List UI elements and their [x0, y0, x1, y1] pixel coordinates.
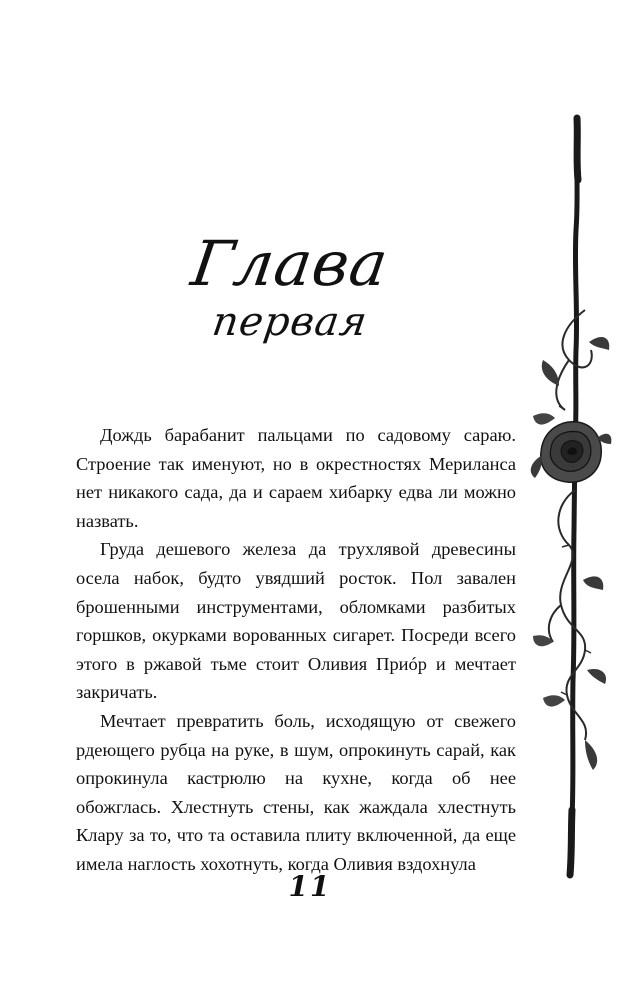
rose-flower — [531, 422, 612, 483]
paragraph-1: Дождь барабанит пальцами по садовому сараю. Строение так именуют, но в окрестностях Мериланса нет никакого сада, да и сараем хибарку едва ли можно назвать. — [76, 425, 516, 531]
chapter-body-text — [76, 421, 516, 879]
leaf — [587, 669, 606, 684]
leaf — [583, 576, 603, 590]
page-number: 11 — [288, 870, 332, 903]
leaf — [585, 740, 597, 770]
chapter-heading — [180, 228, 400, 346]
rose-vine-ornament-icon — [525, 110, 619, 880]
chapter-number-word: первая — [209, 299, 371, 345]
leaf — [533, 413, 555, 424]
leaf — [589, 337, 609, 350]
leaf — [543, 695, 565, 706]
vine-stem-stroke — [570, 118, 577, 875]
paragraph-3: Мечтает превратить боль, исходящую от свежего рдеющего рубца на руке, в шум, опрокинуть сарай, как опрокинула кастрюлю на кухне, когда об нее обожглась. Хлестнуть стены, как жаждала хлестнуть Клару за то, что та оставила плиту включенной, да еще имела наглость хохотнуть, когда Оливия вздохнула — [76, 710, 516, 874]
paragraph-2: Груда дешевого железа да трухлявой древесины осела набок, будто увядший росток. Пол завален брошенными инструментами, обломками разбитых горшков, окурками ворованных сигарет. Посреди всего этого в ржавой тьме стоит Оливия Приóр и мечтает закричать. — [76, 539, 516, 703]
leaf — [542, 360, 559, 386]
chapter-title-word: Глава — [187, 227, 393, 300]
